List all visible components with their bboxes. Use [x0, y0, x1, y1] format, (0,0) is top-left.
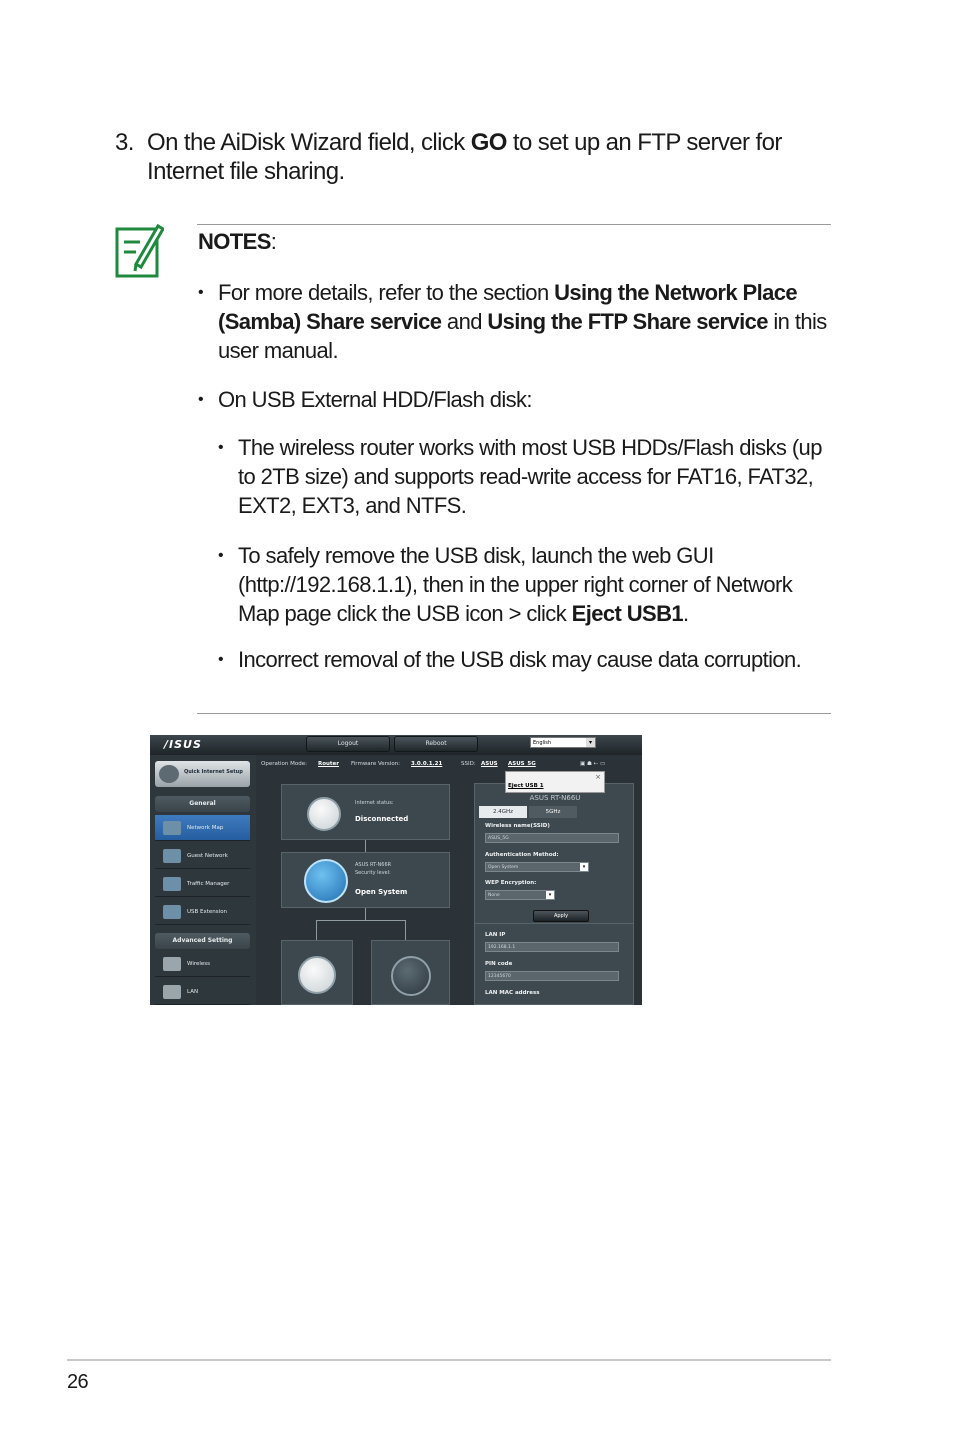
- b1-mid: and: [441, 309, 488, 334]
- network-map-icon: [163, 821, 181, 835]
- wep-select[interactable]: [485, 890, 555, 900]
- panel-title: ASUS RT-N66U: [529, 794, 581, 802]
- info-bar: [258, 757, 642, 771]
- language-value: English: [533, 740, 552, 746]
- bullet-text: [238, 541, 828, 628]
- b4-pre: To safely remove the USB disk, launch the web GUI (http://192.168.1.1), then in the upper right corner of Network Map page click the USB icon > click: [238, 543, 793, 626]
- notes-bottom-rule: [197, 713, 831, 714]
- security-value: Open System: [355, 888, 408, 896]
- bullet-text: [218, 278, 838, 365]
- go-bold: GO: [470, 129, 507, 156]
- sidebar-item-wireless[interactable]: [155, 951, 250, 977]
- wrench-icon: [163, 985, 181, 999]
- internet-status-value: Disconnected: [355, 815, 409, 823]
- sidebar-item-network-map[interactable]: [155, 815, 250, 841]
- step-text: [147, 128, 837, 186]
- quick-internet-setup-button[interactable]: [155, 761, 250, 787]
- traffic-manager-icon: [163, 877, 181, 891]
- ssid-label: SSID:: [461, 761, 476, 767]
- bullet-dot: •: [218, 439, 224, 456]
- wep-field-label: WEP Encryption:: [485, 880, 537, 886]
- sidebar: [150, 755, 256, 1005]
- usb-extension-icon: [163, 905, 181, 919]
- mac-label: LAN MAC address: [485, 990, 540, 996]
- sidebar-item-lan[interactable]: [155, 979, 250, 1005]
- sidebar-item-label: Traffic Manager: [187, 881, 230, 887]
- chevron-down-icon: ▾: [580, 863, 588, 871]
- op-mode-link[interactable]: Router: [318, 761, 340, 767]
- usb-box[interactable]: [371, 940, 450, 1005]
- guest-network-icon: [163, 849, 181, 863]
- sidebar-item-label: Wireless: [187, 961, 211, 967]
- b1-post: in this user manual.: [218, 309, 827, 363]
- b1-pre: For more details, refer to the section: [218, 280, 555, 305]
- fw-link[interactable]: 3.0.0.1.21: [411, 761, 443, 767]
- b1-bold-samba: Using the Network Place (Samba) Share service: [218, 280, 798, 334]
- internet-status-box[interactable]: [281, 784, 450, 840]
- router-gui-screenshot: [150, 735, 642, 1005]
- asus-logo: /ISUS: [164, 738, 202, 751]
- footer-rule: [67, 1359, 831, 1361]
- pin-value: 12345670: [485, 971, 619, 981]
- usb-icon: [391, 956, 431, 996]
- usb-eject-popup: [505, 771, 605, 793]
- pin-label: PIN code: [485, 961, 513, 967]
- lan-ip-value: 192.168.1.1: [485, 942, 619, 952]
- wrench-icon: [163, 957, 181, 971]
- monitor-icon: [298, 956, 336, 994]
- connector-line: [365, 908, 366, 920]
- bullet-dot: •: [218, 651, 224, 668]
- bullet-text: On USB External HDD/Flash disk:: [218, 387, 532, 412]
- b4-post: .: [683, 601, 689, 626]
- chevron-down-icon: ▾: [586, 738, 595, 747]
- page-number: 26: [67, 1371, 89, 1393]
- op-mode-label: Operation Mode:: [261, 761, 307, 767]
- top-bar: [150, 735, 642, 755]
- wep-value: None: [488, 893, 500, 898]
- sidebar-item-usb-extension[interactable]: [155, 899, 250, 925]
- auth-value: Open System: [488, 865, 519, 870]
- globe-icon: [307, 797, 341, 831]
- b4-bold-eject: Eject USB1: [571, 601, 684, 626]
- ssid-5g-link[interactable]: ASUS_5G: [508, 761, 536, 767]
- sidebar-item-label: Guest Network: [187, 853, 228, 859]
- bullet-text: Incorrect removal of the USB disk may cause data corruption.: [238, 647, 802, 672]
- language-select[interactable]: [530, 737, 596, 748]
- router-box[interactable]: [281, 852, 450, 908]
- tab-5ghz[interactable]: 5GHz: [529, 806, 577, 818]
- bullet-dot: •: [198, 391, 204, 408]
- apply-button[interactable]: Apply: [533, 910, 589, 922]
- clients-box[interactable]: [281, 940, 353, 1005]
- sidebar-item-label: LAN: [187, 989, 199, 995]
- qis-label: Quick Internet Setup: [184, 769, 243, 775]
- internet-status-label: Internet status:: [355, 800, 394, 806]
- connector-line: [365, 840, 366, 852]
- sidebar-item-traffic-manager[interactable]: [155, 871, 250, 897]
- logout-button[interactable]: Logout: [306, 736, 390, 752]
- tab-2-4ghz[interactable]: 2.4GHz: [479, 806, 527, 818]
- notes-pencil-icon: [114, 222, 164, 280]
- bullet-dot: •: [198, 284, 204, 301]
- lan-info-panel: [474, 923, 634, 1005]
- notes-title-bold: NOTES: [198, 229, 271, 254]
- sidebar-item-label: USB Extension: [187, 909, 228, 915]
- sidebar-item-label: Network Map: [187, 825, 224, 831]
- ssid-input[interactable]: ASUS_5G: [485, 833, 619, 843]
- router-icon: [304, 859, 348, 903]
- notes-colon: :: [270, 229, 277, 254]
- general-header: General: [155, 796, 250, 812]
- status-icons: ▣ ☗ ⇠ ▭: [580, 761, 606, 767]
- ssid-24-link[interactable]: ASUS: [481, 761, 498, 767]
- advanced-setting-header: Advanced Setting: [155, 933, 250, 949]
- step-text-pre: On the AiDisk Wizard field, click: [147, 129, 471, 156]
- bullet-text: The wireless router works with most USB HDDs/Flash disks (up to 2TB size) and supports read-write access for FAT16, FAT32, EXT2, EXT3, and NTFS.: [238, 435, 822, 518]
- connector-branch: [316, 920, 406, 940]
- close-icon[interactable]: ×: [595, 773, 601, 781]
- chevron-down-icon: ▾: [546, 891, 554, 899]
- notes-top-rule: [197, 224, 831, 225]
- step-text-post: to set up an FTP server for Internet file sharing.: [147, 129, 782, 185]
- bullet-dot: •: [218, 547, 224, 564]
- notes-title: [198, 228, 276, 256]
- sidebar-item-guest-network[interactable]: [155, 843, 250, 869]
- security-label: Security level:: [355, 870, 391, 876]
- ssid-field-label: Wireless name(SSID): [485, 823, 550, 829]
- fw-label: Firmware Version:: [351, 761, 401, 767]
- wizard-icon: [159, 765, 179, 783]
- auth-field-label: Authentication Method:: [485, 852, 559, 858]
- reboot-button[interactable]: Reboot: [394, 736, 478, 752]
- auth-select[interactable]: [485, 862, 589, 872]
- b1-bold-ftp: Using the FTP Share service: [487, 309, 768, 334]
- router-model: ASUS RT-N66R: [355, 862, 392, 868]
- lan-ip-label: LAN IP: [485, 932, 506, 938]
- eject-usb-link[interactable]: Eject USB 1: [508, 783, 544, 789]
- step-number: 3.: [115, 129, 134, 156]
